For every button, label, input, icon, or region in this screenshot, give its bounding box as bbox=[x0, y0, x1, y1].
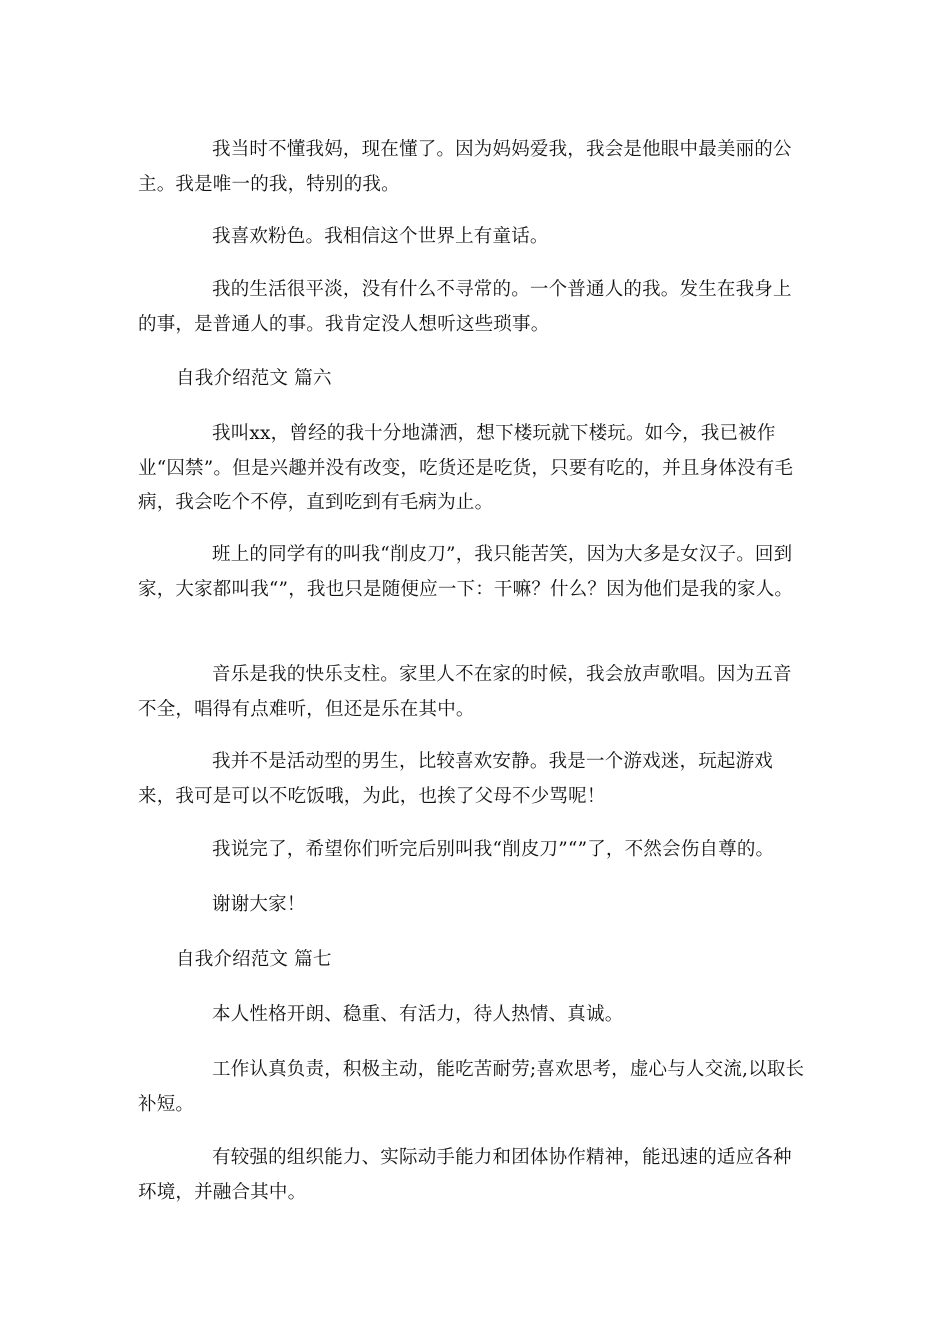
paragraph-7: 我并不是活动型的男生，比较喜欢安静。我是一个游戏迷，玩起游戏来，我可是可以不吃饭哦，为此，也挨了父母不少骂呢！ bbox=[138, 751, 774, 807]
paragraph-3: 我的生活很平淡，没有什么不寻常的。一个普通人的我。发生在我身上的事，是普通人的事。我肯定没人想听这些琐事。 bbox=[138, 279, 792, 335]
paragraph-2: 我喜欢粉色。我相信这个世界上有童话。 bbox=[212, 226, 549, 247]
paragraph-4: 我叫xx，曾经的我十分地潇洒，想下楼玩就下楼玩。如今，我已被作业“囚禁”。但是兴趣并没有改变，吃货还是吃货，只要有吃的，并且身体没有毛病，我会吃个不停，直到吃到有毛病为止。 bbox=[138, 423, 794, 513]
paragraph-8: 我说完了，希望你们听完后别叫我“削皮刀”“”了，不然会伤自尊的。 bbox=[212, 839, 775, 860]
paragraph-6: 音乐是我的快乐支柱。家里人不在家的时候，我会放声歌唱。因为五音不全，唱得有点难听，但还是乐在其中。 bbox=[138, 664, 792, 720]
paragraph-10: 本人性格开朗、稳重、有活力，待人热情、真诚。 bbox=[212, 1004, 624, 1025]
paragraph-11: 工作认真负责，积极主动，能吃苦耐劳;喜欢思考，虚心与人交流,以取长补短。 bbox=[138, 1059, 805, 1115]
paragraph-1: 我当时不懂我妈，现在懂了。因为妈妈爱我，我会是他眼中最美丽的公主。我是唯一的我，特别的我。 bbox=[138, 139, 792, 195]
paragraph-12: 有较强的组织能力、实际动手能力和团体协作精神，能迅速的适应各种环境，并融合其中。 bbox=[138, 1147, 792, 1203]
section-heading-6: 自我介绍范文 篇六 bbox=[176, 368, 332, 389]
section-heading-7: 自我介绍范文 篇七 bbox=[176, 949, 332, 970]
paragraph-5: 班上的同学有的叫我“削皮刀”，我只能苦笑，因为大多是女汉子。回到家，大家都叫我“”，我也只是随便应一下：干嘛？什么？因为他们是我的家人。 bbox=[138, 544, 794, 600]
paragraph-9: 谢谢大家！ bbox=[212, 894, 306, 915]
